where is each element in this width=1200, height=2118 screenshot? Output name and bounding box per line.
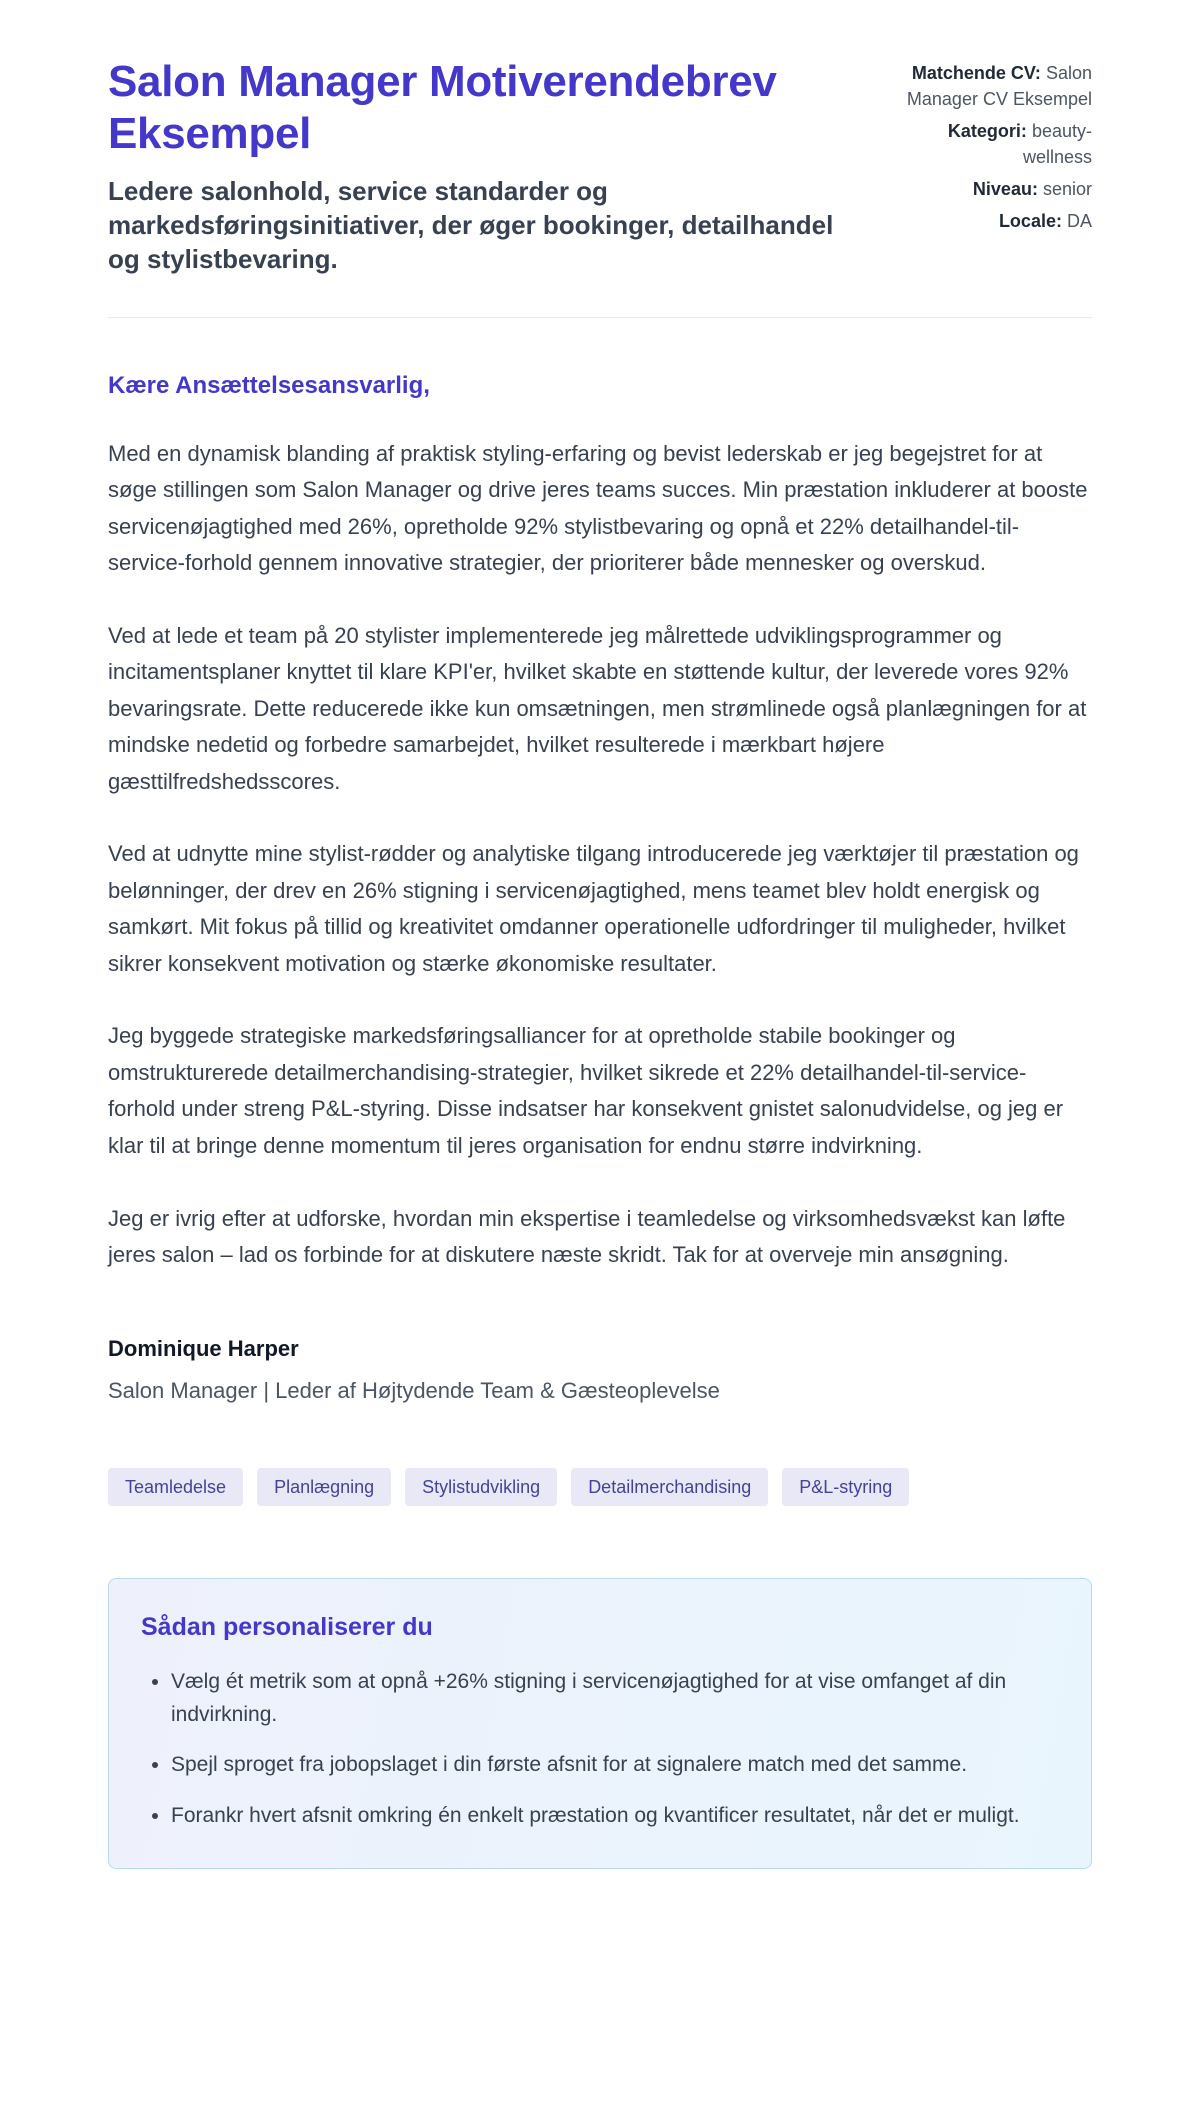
header-divider	[108, 317, 1092, 318]
meta-level-value: senior	[1042, 179, 1092, 200]
tip-item-3: • Forankr hvert afsnit omkring én enkelt præstation og kvantificer resultatet, når det er muligt.	[171, 1800, 1055, 1833]
skill-tag-detailmerchandising: Detailmerchandising	[571, 1468, 768, 1507]
meta-locale-label: Locale:	[998, 211, 1062, 232]
personalization-tips-box	[108, 1578, 1092, 1869]
skill-tag-stylistudvikling: Stylistudvikling	[405, 1468, 557, 1507]
tip-item-2: • Spejl sproget fra jobopslaget i din første afsnit for at signalere match med det samme.	[171, 1749, 1055, 1782]
letter-paragraph-3: Ved at udnytte mine stylist-rødder og analytiske tilgang introducerede jeg værktøjer til præstation og belønninger, der drev en 26% stigning i servicenøjagtighed, mens teamet blev holdt energisk og samkørt. Mit fokus på tillid og kreativitet omdanner operationelle udfordringer til muligheder, hvilket sikrer konsekvent motivation og stærke økonomiske resultater.	[108, 841, 1079, 976]
header-title-block	[108, 56, 868, 277]
meta-category-value: beauty-wellness	[1022, 121, 1092, 168]
meta-matching-cv-value: Salon Manager CV Eksempel	[906, 63, 1092, 110]
page-subtitle: Ledere salonhold, service standarder og markedsføringsinitiativer, der øger bookinger, detailhandel og stylistbevaring.	[108, 175, 834, 275]
tip-item-1: • Vælg ét metrik som at opnå +26% stigning i servicenøjagtighed for at vise omfanget af din indvirkning.	[171, 1666, 1055, 1731]
page-title: Salon Manager Motiverendebrev Eksempel	[108, 57, 777, 158]
meta-matching-cv	[892, 60, 1092, 112]
signature-name: Dominique Harper	[108, 1335, 299, 1361]
meta-category	[892, 118, 1092, 170]
meta-level-label: Niveau:	[972, 179, 1038, 200]
skill-tag-pl-styring: P&L-styring	[782, 1468, 909, 1507]
meta-locale-value: DA	[1066, 211, 1092, 232]
meta-category-label: Kategori:	[947, 121, 1027, 142]
signature-role: Salon Manager | Leder af Højtydende Team & Gæsteoplevelse	[108, 1377, 720, 1403]
skill-tag-teamledelse: Teamledelse	[108, 1468, 243, 1507]
meta-matching-cv-label: Matchende CV:	[911, 63, 1041, 83]
letter-paragraph-5: Jeg er ivrig efter at udforske, hvordan min ekspertise i teamledelse og virksomhedsvækst kan løfte jeres salon – lad os forbinde for at diskutere næste skridt. Tak for at overveje min ansøgning.	[108, 1205, 1066, 1268]
meta-locale	[892, 208, 1092, 234]
page-header	[108, 56, 1092, 277]
tips-list	[141, 1666, 1055, 1832]
skill-tag-planlaegning: Planlægning	[257, 1468, 391, 1507]
meta-level	[892, 176, 1092, 202]
document-meta	[892, 56, 1092, 241]
cover-letter-body	[108, 372, 1092, 1404]
skill-tags	[108, 1468, 1092, 1507]
letter-paragraph-1: Med en dynamisk blanding af praktisk styling-erfaring og bevist lederskab er jeg begejstret for at søge stillingen som Salon Manager og drive jeres teams succes. Min præstation inkluderer at booste servicenøjagtighed med 26%, opretholde 92% stylistbevaring og opnå et 22% detailhandel-til-service-forhold gennem innovative strategier, der prioriterer både mennesker og overskud.	[108, 440, 1088, 576]
letter-paragraph-2: Ved at lede et team på 20 stylister implementerede jeg målrettede udviklingsprogrammer og incitamentsplaner knyttet til klare KPI'er, hvilket skabte en støttende kultur, der leverede vores 92% bevaringsrate. Dette reducerede ikke kun omsætningen, men strømlinede også planlægningen for at mindske nedetid og forbedre samarbejdet, hvilket resulterede i mærkbart højere gæsttilfredshedsscores.	[108, 622, 1087, 794]
letter-paragraph-4: Jeg byggede strategiske markedsføringsalliancer for at opretholde stabile bookinger og omstrukturerede detailmerchandising-strategier, hvilket sikrede et 22% detailhandel-til-service-forhold under streng P&L-styring. Disse indsatser har konsekvent gnistet salonudvidelse, og jeg er klar til at bringe denne momentum til jeres organisation for endnu større indvirkning.	[108, 1023, 1064, 1158]
letter-greeting: Kære Ansættelsesansvarlig,	[108, 371, 430, 399]
tips-title: Sådan personaliserer du	[141, 1613, 433, 1642]
